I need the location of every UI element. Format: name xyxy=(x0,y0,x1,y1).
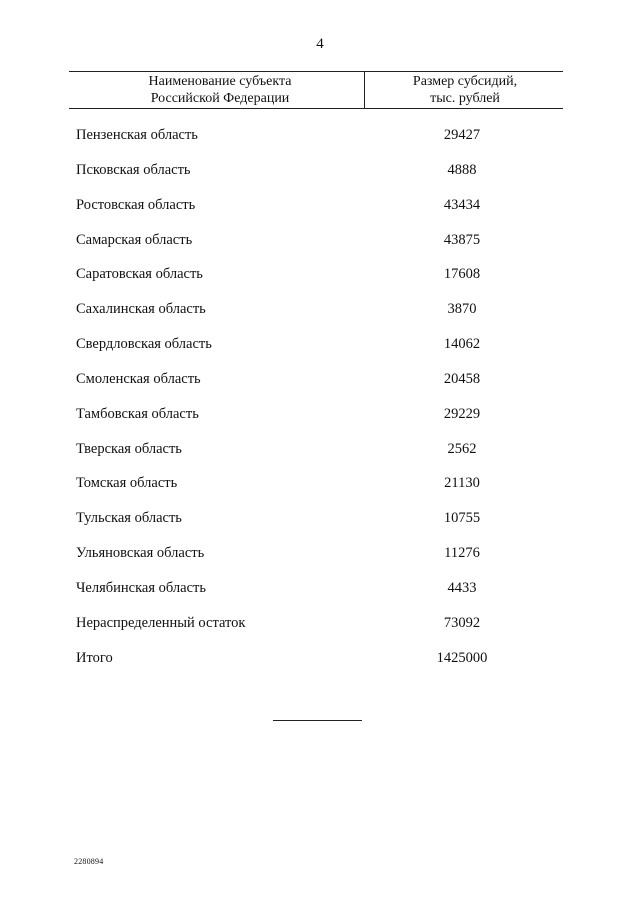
table-row xyxy=(0,608,640,643)
header-subsidy-amount xyxy=(365,73,565,107)
subsidy-amount: 2562 xyxy=(447,440,477,457)
region-name: Сахалинская область xyxy=(76,301,206,318)
header-region-name-line2: Российской Федерации xyxy=(150,91,290,106)
page-number: 4 xyxy=(316,36,324,52)
subsidy-amount: 4433 xyxy=(447,579,477,596)
region-name: Саратовская область xyxy=(76,266,203,283)
table-row xyxy=(0,503,640,538)
table-row xyxy=(0,155,640,190)
table-row xyxy=(0,573,640,608)
subsidy-amount: 43875 xyxy=(443,231,481,248)
table-row xyxy=(0,190,640,225)
table-body xyxy=(0,120,640,678)
region-name: Ульяновская область xyxy=(76,545,205,562)
region-name: Самарская область xyxy=(76,231,193,248)
table-row xyxy=(0,538,640,573)
table-row xyxy=(0,259,640,294)
subsidy-amount: 10755 xyxy=(443,510,481,527)
region-name: Томская область xyxy=(76,475,178,492)
region-name: Тверская область xyxy=(76,440,182,457)
document-code: 2280894 xyxy=(74,857,104,866)
header-region-name xyxy=(100,73,340,107)
region-name: Ростовская область xyxy=(76,196,196,213)
region-name: Смоленская область xyxy=(76,370,201,387)
table-row xyxy=(0,364,640,399)
subsidy-amount: 3870 xyxy=(447,301,477,318)
table-row xyxy=(0,120,640,155)
subsidy-amount: 20458 xyxy=(443,370,481,387)
table-header-bottom-rule xyxy=(69,108,563,109)
total-label: Итого xyxy=(76,649,113,666)
subsidy-amount: 17608 xyxy=(443,266,481,283)
table-row xyxy=(0,468,640,503)
header-subsidy-amount-line2: тыс. рублей xyxy=(430,91,500,106)
region-name: Челябинская область xyxy=(76,579,206,596)
subsidy-amount: 43434 xyxy=(443,196,481,213)
subsidy-amount: 29229 xyxy=(443,405,481,422)
table-row xyxy=(0,329,640,364)
region-name: Пензенская область xyxy=(76,127,198,143)
region-name: Тамбовская область xyxy=(76,405,199,422)
subsidy-amount: 4888 xyxy=(447,161,477,178)
subsidy-amount: 73092 xyxy=(443,614,481,631)
subsidy-amount: 29427 xyxy=(443,127,481,143)
table-row xyxy=(0,434,640,469)
subsidy-amount: 21130 xyxy=(444,475,480,492)
total-amount: 1425000 xyxy=(436,649,488,666)
table-row-total xyxy=(0,643,640,678)
table-row xyxy=(0,294,640,329)
subsidy-amount: 14062 xyxy=(443,336,481,353)
region-name: Нераспределенный остаток xyxy=(76,614,246,631)
subsidy-amount: 11276 xyxy=(444,545,480,562)
table-top-rule xyxy=(69,71,563,72)
region-name: Тульская область xyxy=(76,510,182,527)
table-row xyxy=(0,225,640,260)
table-row xyxy=(0,399,640,434)
region-name: Псковская область xyxy=(76,161,191,178)
header-subsidy-amount-line1: Размер субсидий, xyxy=(412,74,518,89)
region-name: Свердловская область xyxy=(76,336,212,353)
end-of-document-line xyxy=(273,720,362,721)
header-region-name-line1: Наименование субъекта xyxy=(148,74,292,89)
